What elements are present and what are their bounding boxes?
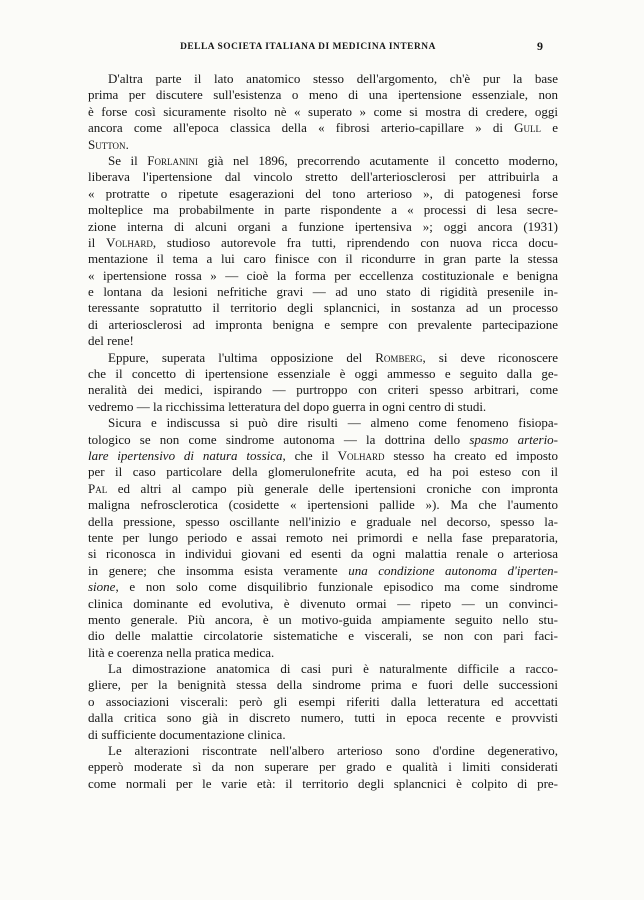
text-line: [88, 71, 558, 87]
text-run: zione interna di alcuni organi a funzione ipertensiva »; oggi ancora (1931): [88, 218, 558, 234]
paragraph: [88, 71, 558, 153]
text-line: [88, 514, 558, 530]
text-line: [88, 333, 558, 349]
text-line: [88, 694, 558, 710]
text-run: , e non solo come disquilibrio funzionale episodico ma come sindrome: [115, 579, 558, 595]
text-line: [88, 497, 558, 513]
text-line: [88, 268, 558, 284]
text-run: La dimostrazione anatomica di casi puri è naturalmente difficile a racco-: [108, 661, 558, 677]
italic-text: sione: [88, 579, 116, 595]
text-line: [88, 104, 558, 120]
text-run: dalla critica sono già in discreto numero, tutti in epoca recente e provvisti: [88, 710, 558, 726]
text-line: [88, 628, 558, 644]
text-line: [88, 284, 558, 300]
text-run: maligna nefrosclerotica (cosidette « ipertensioni pallide »). Ma che l'aumento: [88, 497, 558, 513]
text-line: [88, 120, 558, 136]
italic-text: spasmo arterio-: [469, 431, 559, 447]
text-line: [88, 448, 558, 464]
text-line: [88, 399, 558, 415]
body-text: [88, 71, 558, 792]
text-run: prima per discutere sull'esistenza o meno di una ipertensione essenziale, non: [88, 87, 558, 103]
text-line: [88, 202, 558, 218]
text-line: [88, 219, 558, 235]
text-line: [88, 169, 558, 185]
text-line: [88, 530, 558, 546]
text-run: tente per lungo periodo e assai remoto nei primordi e nella fase preparatoria,: [88, 529, 558, 545]
paragraph: [88, 661, 558, 743]
text-run: del rene!: [88, 333, 134, 349]
text-run: Eppure, superata l'ultima opposizione del: [108, 349, 376, 365]
text-run: gliere, per la benignità stessa della sindrome prima e fuori delle successioni: [88, 677, 558, 693]
author-name: Forlanini: [147, 152, 199, 168]
text-run: mentazione il tema a lui caro finisce con il ricondurre in gran parte la stessa: [88, 251, 558, 267]
paragraph: [88, 350, 558, 416]
text-run: per il caso particolare della glomerulonefrite acuta, ed ha poi esteso con il: [88, 464, 558, 480]
text-run: della pressione, spesso oscillante nell'inizio e graduale nel decorso, spesso la-: [88, 513, 558, 529]
text-line: [88, 661, 558, 677]
text-run: clinica dominante ed evolutiva, è divenuto ormai — ripeto — un convinci-: [88, 595, 558, 611]
text-line: [88, 546, 558, 562]
text-line: [88, 727, 558, 743]
text-run: lità e coerenza nella pratica medica.: [88, 644, 275, 660]
text-run: dio delle malattie circolatorie sistematiche e viscerali, se non con pari faci-: [88, 628, 558, 644]
text-run: il: [88, 234, 106, 250]
text-run: tologico se non come sindrome autonoma — la dottrina dello: [88, 431, 470, 447]
text-run: mento generale. Più ancora, è un motivo-guida ampiamente seguito nello stu-: [88, 611, 558, 627]
text-run: « ipertensione rossa » — cioè la forma per eccellenza costituzionale e benigna: [88, 267, 558, 283]
text-line: [88, 481, 558, 497]
text-run: , si deve riconoscere: [422, 349, 558, 365]
paragraph: [88, 743, 558, 792]
text-run: « protratte o ripetute esagerazioni del tono arterioso », di patogenesi forse: [88, 185, 558, 201]
text-line: [88, 776, 558, 792]
author-name: Gull: [514, 120, 542, 136]
text-run: ancora come all'epoca classica della « fibrosi arterio-capillare » di: [88, 120, 515, 136]
text-line: [88, 235, 558, 251]
text-run: .: [125, 136, 129, 152]
text-run: teressante sopratutto il territorio degli splancnici, in sostanza ad un processo: [88, 300, 558, 316]
text-line: [88, 350, 558, 366]
text-run: ed altri al campo più generale delle ipertensioni croniche con impronta: [107, 480, 558, 496]
text-line: [88, 645, 558, 661]
text-run: si riconosca in individui giovani ed esenti da ogni malattia renale o arteriosa: [88, 546, 558, 562]
italic-text: lare ipertensivo di natura tossica: [88, 447, 283, 463]
text-run: Sicura e indiscussa si può dire risulti — almeno come fenomeno fisiopa-: [108, 415, 558, 431]
text-run: e lontana da lesioni nefritiche gravi — ad uno stato di rigidità presenile in-: [88, 284, 558, 300]
text-run: di sufficiente documentazione clinica.: [88, 726, 286, 742]
text-run: che il concetto di ipertensione essenziale è oggi ammesso e seguito dalla ge-: [88, 366, 558, 382]
text-line: [88, 759, 558, 775]
text-run: , studioso autorevole fra tutti, riprendendo con nuova ricca docu-: [152, 234, 558, 250]
text-run: è forse così sicuramente risolto nè « superato » come si mostra di credere, oggi: [88, 103, 558, 119]
text-line: [88, 382, 558, 398]
text-line: [88, 87, 558, 103]
text-line: [88, 137, 558, 153]
text-line: [88, 710, 558, 726]
author-name: Pal: [88, 480, 108, 496]
text-run: neralità dei medici, ispirando — purtroppo con criteri spesso arbitrari, come: [88, 382, 558, 398]
text-line: [88, 563, 558, 579]
paragraph: [88, 153, 558, 350]
text-line: [88, 415, 558, 431]
text-line: [88, 464, 558, 480]
text-run: liberava l'ipertensione dal vincolo stretto dell'arteriosclerosi per attribuirla a: [88, 169, 558, 185]
text-line: [88, 186, 558, 202]
author-name: Romberg: [375, 349, 423, 365]
text-line: [88, 317, 558, 333]
text-line: [88, 300, 558, 316]
text-line: [88, 153, 558, 169]
page-number: 9: [537, 39, 543, 53]
text-run: come normali per le varie età: il territorio degli splancnici è colpito di pre-: [88, 775, 558, 791]
text-line: [88, 596, 558, 612]
author-name: Volhard: [337, 447, 385, 463]
text-run: epperò moderate sì da non superare per grado e qualità i limiti considerati: [88, 759, 558, 775]
text-line: [88, 579, 558, 595]
text-run: già nel 1896, precorrendo acutamente il concetto moderno,: [198, 152, 558, 168]
author-name: Volhard: [105, 234, 153, 250]
text-run: molteplice ma probabilmente in parte rispondente a « processi di lesa secre-: [88, 202, 558, 218]
text-line: [88, 677, 558, 693]
text-line: [88, 366, 558, 382]
text-run: Le alterazioni riscontrate nell'albero arterioso sono d'ordine degenerativo,: [108, 743, 558, 759]
text-line: [88, 432, 558, 448]
text-line: [88, 743, 558, 759]
text-run: stesso ha creato ed imposto: [384, 447, 559, 463]
text-run: in genere; che insomma esista veramente: [88, 562, 349, 578]
author-name: Sutton: [88, 136, 126, 152]
text-run: e: [541, 120, 558, 136]
text-run: di arteriosclerosi ad impronta benigna e sempre con prevalente partecipazione: [88, 316, 558, 332]
text-run: Se il: [108, 152, 148, 168]
text-run: vedremo — la ricchissima letteratura del dopo guerra in ogni centro di studi.: [88, 398, 487, 414]
paragraph: [88, 415, 558, 661]
text-line: [88, 251, 558, 267]
italic-text: una condizione autonoma d'iperten-: [348, 562, 558, 578]
text-run: D'altra parte il lato anatomico stesso dell'argomento, ch'è pur la base: [108, 71, 558, 86]
text-run: o associazioni viscerali: però gli esempi riferiti dalla letteratura ed accettati: [88, 693, 558, 709]
running-title: DELLA SOCIETA ITALIANA DI MEDICINA INTERNA: [180, 42, 436, 52]
text-line: [88, 612, 558, 628]
text-run: , che il: [282, 447, 338, 463]
